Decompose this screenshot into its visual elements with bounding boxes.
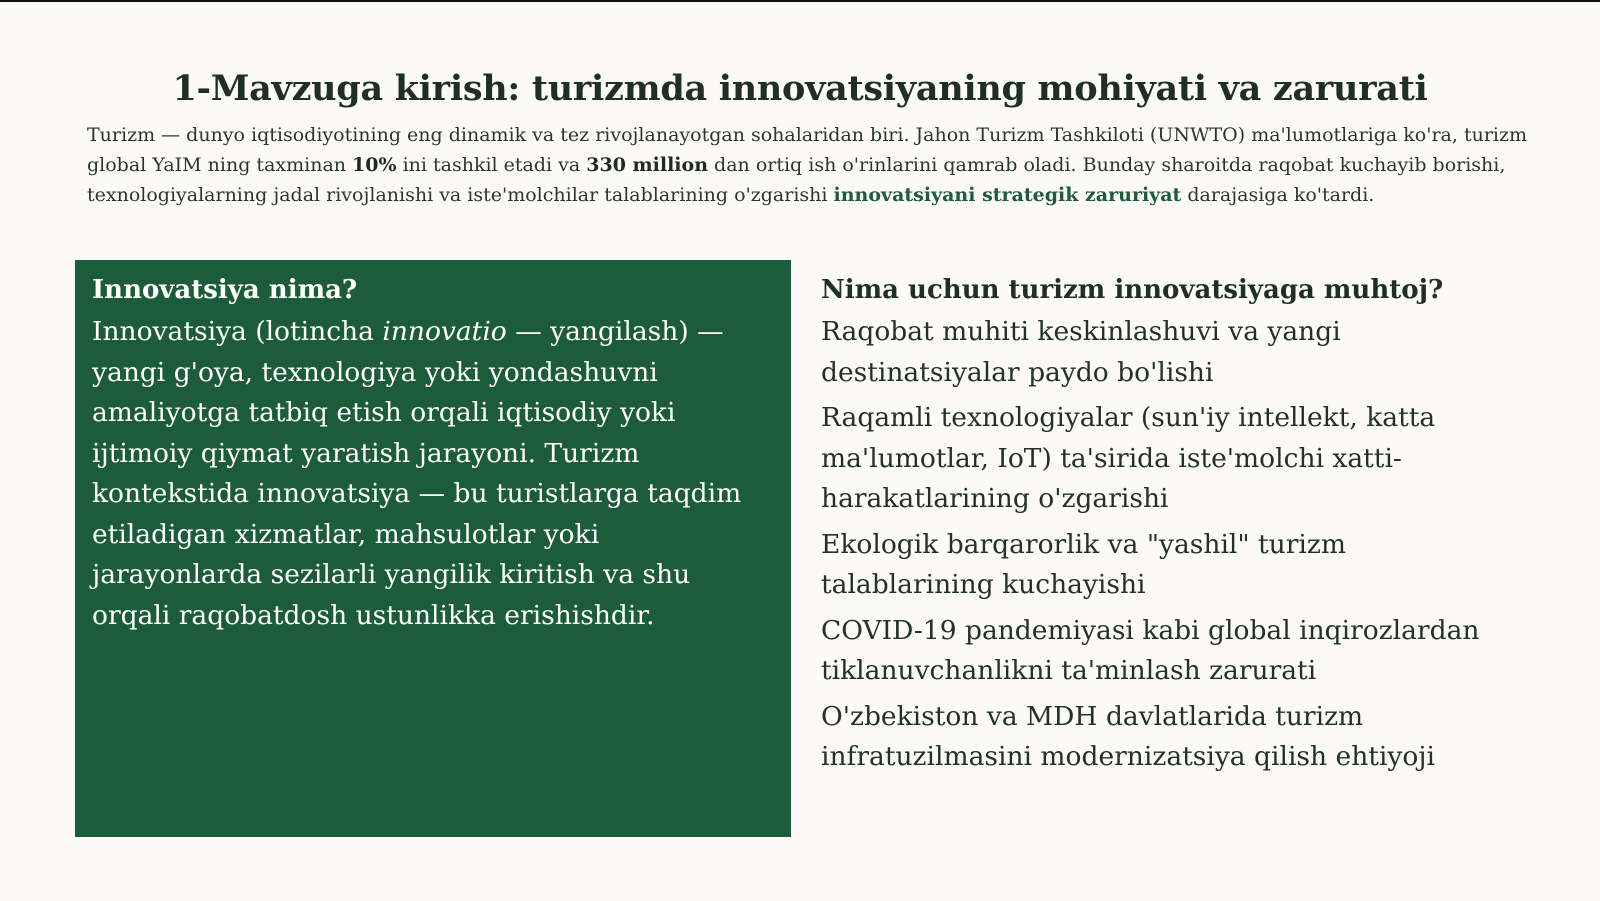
definition-heading: Innovatsiya nima?	[92, 275, 358, 305]
slide-title: 1-Mavzuga kirish: turizmda innovatsiyaning mohiyati va zarurati	[172, 68, 1428, 109]
reason-item-infrastructure: O'zbekiston va MDH davlatlarida turizm infratuzilmasini modernizatsiya qilish ehtiyoji	[821, 700, 1436, 772]
intro-paragraph	[87, 120, 1527, 210]
intro-bold-gdp-share: 10%	[352, 154, 397, 176]
reason-item-covid: COVID-19 pandemiyasi kabi global inqirozlardan tiklanuvchanlikni ta'minlash zarurati	[821, 614, 1480, 686]
top-border	[0, 0, 1600, 2]
intro-text-1: Turizm — dunyo iqtisodiyotining eng dinamik va tez rivojlanayotgan sohalaridan biri. Jahon Turizm Tashkiloti (UNWTO) ma'lumotlariga ko'ra, turizm global YaIM ning taxminan	[87, 124, 1528, 176]
definition-latin-term: innovatio	[382, 316, 507, 347]
definition-text-rest: — yangilash) — yangi g'oya, texnologiya yoki yondashuvni amaliyotga tatbiq etish orqali iqtisodiy yoki ijtimoiy qiymat yaratish jarayoni. Turizm kontekstida innovatsiya — bu turistlarga taqdim etiladigan xizmatlar, mahsulotlar yoki jarayonlarda sezilarli yangilik kiritish va shu orqali raqobatdosh ustunlikka erishishdir.	[92, 316, 742, 631]
intro-bold-jobs: 330 million	[586, 154, 709, 176]
intro-highlight: innovatsiyani strategik zaruriyat	[833, 184, 1182, 206]
reasons-section	[821, 270, 1511, 783]
intro-text-4: darajasiga ko'tardi.	[1181, 184, 1375, 206]
reasons-list	[821, 312, 1511, 778]
reason-item-ecology: Ekologik barqarorlik va "yashil" turizm talablarining kuchayishi	[821, 528, 1346, 600]
reason-item-digital: Raqamli texnologiyalar (sun'iy intellekt, katta ma'lumotlar, IoT) ta'sirida iste'molchi xatti-harakatlarining o'zgarishi	[821, 402, 1436, 514]
definition-text-start: Innovatsiya (lotincha	[92, 316, 383, 347]
reasons-heading: Nima uchun turizm innovatsiyaga muhtoj?	[821, 275, 1444, 305]
intro-text-2: ini tashkil etadi va	[396, 154, 587, 176]
definition-panel	[75, 260, 791, 837]
definition-text	[92, 312, 775, 636]
intro-text-3: dan ortiq ish o'rinlarini qamrab oladi. Bunday sharoitda raqobat kuchayib borishi, texnologiyalarning jadal rivojlanishi va iste'molchilar talablarining o'zgarishi	[87, 154, 1506, 206]
reason-item-competition: Raqobat muhiti keskinlashuvi va yangi destinatsiyalar paydo bo'lishi	[821, 316, 1341, 388]
